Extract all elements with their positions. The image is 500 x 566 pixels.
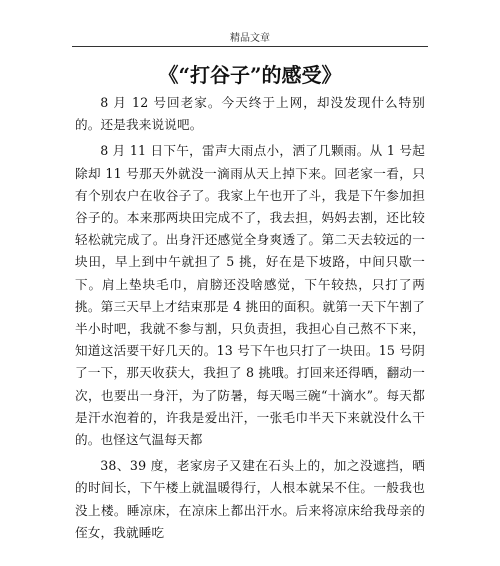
document-body — [75, 92, 425, 548]
paragraph-3: 38、39 度，老家房子又建在石头上的，加之没遮挡，晒的时间长，下午楼上就温暖得行，人根本就呆不住。一般我也没上楼。睡凉床，在凉床上都出汗水。后来将凉床给我母亲的侄女，我就睡吃 — [75, 458, 425, 540]
paragraph-2: 8 月 11 日下午，雷声大雨点小，洒了几颗雨。从 1 号起除却 11 号那天外就没一滴雨从天上掉下来。回老家一看，只有个别农户在收谷子了。我家上午也开了斗，我是下午参加担谷子的。本来那两块田完成不了，我去担，妈妈去割，还比较轻松就完成了。出身汗还感觉全身爽透了。第二天去较远的一块田，早上到中午就担了 5 挑，好在是下坡路，中间只歇一下。肩上垫块毛巾，肩膀还没啥感觉，下午较热，只打了两挑。第三天早上才结束那是 4 挑田的面积。就第一天下午割了半小时吧，我就不参与割，只负责担，我担心自己熬不下来，知道这活要干好几天的。13 号下午也只打了一块田。15 号阴了一下，那天收获大，我担了 8 挑哦。打回来还得晒，翻动一次，也要出一身汗，为了防暑，每天喝三碗“十滴水”。每天都是汗水泡着的，许我是爱出汗，一张毛巾半天下来就没什么干的。也怪这气温每天都 — [75, 143, 425, 448]
paragraph-1: 8 月 12 号回老家。今天终于上网，却没发现什么特别的。还是我来说说吧。 — [75, 95, 425, 133]
header-divider — [72, 46, 428, 47]
page-header — [0, 0, 500, 44]
document-title: 《“打谷子”的感受》 — [158, 63, 342, 87]
page-bottom-fade — [0, 552, 500, 566]
header-label: 精品文章 — [230, 33, 270, 44]
